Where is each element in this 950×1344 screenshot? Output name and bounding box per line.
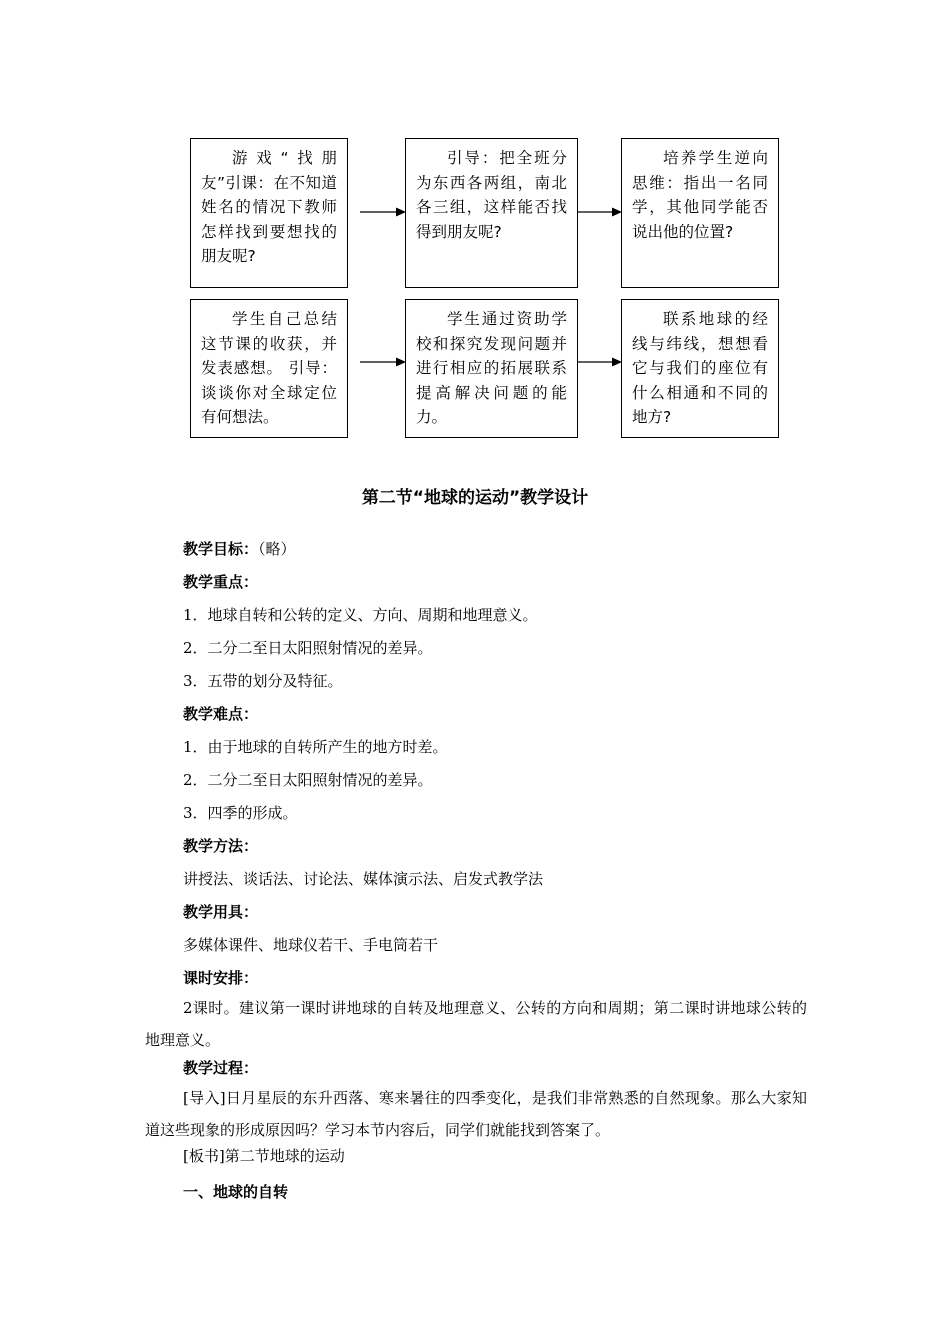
- flow-arrow-left: [578, 356, 622, 368]
- flow-box-game-intro: 游戏“找朋友”引课：在不知道姓名的情况下教师怎样找到要想找的朋友呢?: [190, 138, 348, 288]
- flow-box-group-guide: 引导：把全班分为东西各两组，南北各三组，这样能否找得到朋友呢?: [405, 138, 578, 288]
- flow-box-reverse-thinking: 培养学生逆向思维：指出一名同学，其他同学能否说出他的位置?: [621, 138, 779, 288]
- tools-text: 多媒体课件、地球仪若干、手电筒若干: [183, 936, 439, 954]
- flow-box-explore: 学生通过资助学校和探究发现问题并进行相应的拓展联系提高解决问题的能力。: [405, 299, 578, 438]
- difficulty-item: 3．四季的形成。: [183, 804, 298, 822]
- key-point-item: 2．二分二至日太阳照射情况的差异。: [183, 639, 433, 657]
- flow-arrow-right: [360, 206, 406, 218]
- flow-arrow-left: [360, 356, 406, 368]
- document-title: 第二节“地球的运动”教学设计: [361, 488, 589, 508]
- key-point-item: 3．五带的划分及特征。: [183, 672, 343, 690]
- tools-label: 教学用具：: [183, 903, 259, 921]
- flow-arrow-right: [578, 206, 622, 218]
- method-label: 教学方法：: [183, 837, 259, 855]
- method-text: 讲授法、谈话法、讨论法、媒体演示法、启发式教学法: [183, 870, 544, 888]
- difficulty-label: 教学难点：: [183, 705, 259, 723]
- flow-box-summary: 学生自己总结这节课的收获，并发表感想。 引导：谈谈你对全球定位有何想法。: [190, 299, 348, 438]
- goal-value: （略）: [258, 540, 296, 558]
- key-point-item: 1．地球自转和公转的定义、方向、周期和地理意义。: [183, 606, 538, 624]
- key-points-label: 教学重点：: [183, 573, 259, 591]
- difficulty-item: 2．二分二至日太阳照射情况的差异。: [183, 771, 433, 789]
- process-label: 教学过程：: [183, 1059, 259, 1077]
- flow-box-lat-lon: 联系地球的经线与纬线，想想看它与我们的座位有什么相通和不同的地方?: [621, 299, 779, 438]
- section-heading: 一、地球的自转: [183, 1183, 289, 1201]
- difficulty-item: 1．由于地球的自转所产生的地方时差。: [183, 738, 448, 756]
- goal-label: 教学目标：: [183, 540, 259, 558]
- intro-paragraph: [导入]日月星辰的东升西落、寒来暑往的四季变化，是我们非常熟悉的自然现象。那么大家知道这些现象的形成原因吗？学习本节内容后，同学们就能找到答案了。: [145, 1089, 807, 1139]
- schedule-text: 2课时。建议第一课时讲地球的自转及地理意义、公转的方向和周期；第二课时讲地球公转的地理意义。: [145, 999, 807, 1049]
- board-paragraph: [板书]第二节地球的运动: [183, 1147, 345, 1165]
- goal-line: [183, 538, 296, 559]
- schedule-label: 课时安排：: [183, 969, 259, 987]
